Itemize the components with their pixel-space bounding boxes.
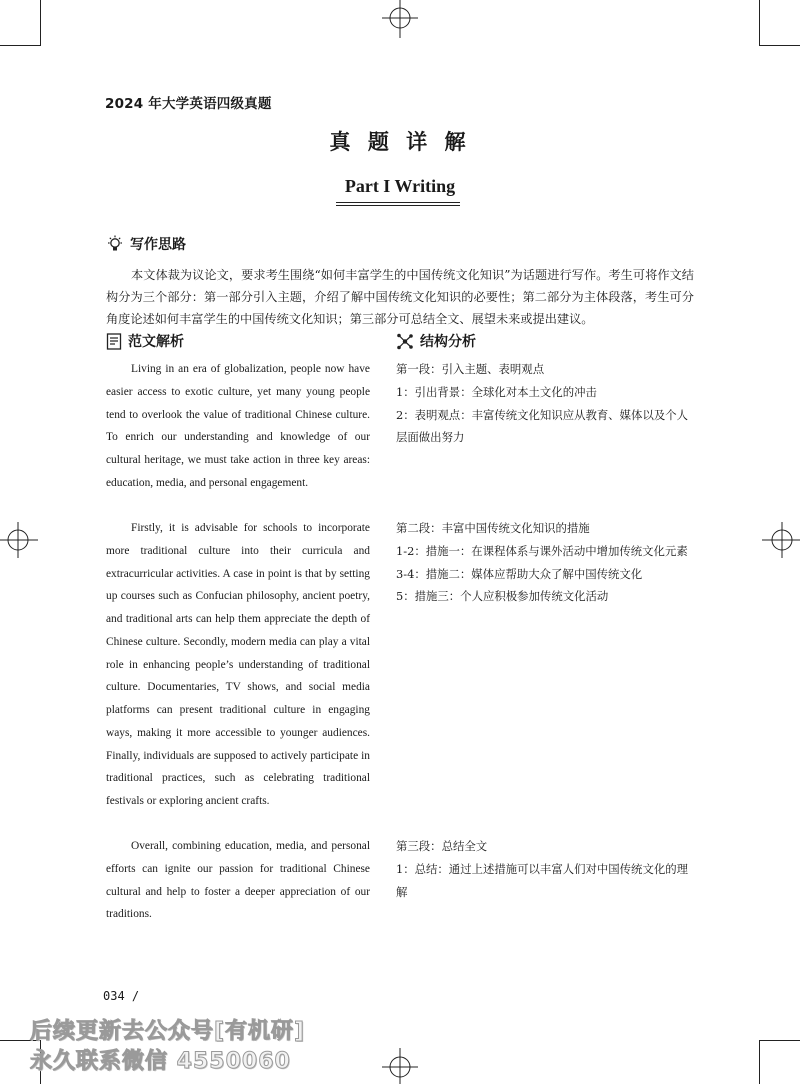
- document-icon: [106, 333, 122, 350]
- crop-mark: [40, 0, 41, 46]
- registration-mark-top: [380, 0, 420, 40]
- sample-analysis-heading: [106, 331, 184, 351]
- structure-line: 第三段：总结全文: [396, 839, 488, 853]
- writing-ideas-heading: [106, 234, 186, 254]
- structure-section-2: [396, 517, 692, 608]
- writing-ideas-title: 写作思路: [130, 237, 186, 253]
- essay-paragraph-2: Firstly, it is advisable for schools to incorporate more traditional culture into their curricula and extracurricular activities. A case in point is that by setting up courses such as Confucian philosophy, ancient poetry, and traditional arts can help them appreciate the depth of Chinese culture. Secondly, modern media can play a vital role in enhancing people’s understanding of traditional culture. Documentaries, TV shows, and social media platforms can present traditional culture in engaging ways, making it more accessible to younger audiences. Finally, individuals are supposed to actively participate in traditional practices, such as celebrating traditional festivals or exploring ancient crafts.: [106, 522, 370, 807]
- structure-line: 1-2：措施一：在课程体系与课外活动中增加传统文化元素: [396, 543, 688, 558]
- structure-line: 5：措施三：个人应积极参加传统文化活动: [396, 589, 609, 604]
- watermark-line-2: 永久联系微信 4550060: [30, 1049, 291, 1074]
- crop-mark: [759, 1040, 760, 1084]
- structure-line: 2：表明观点：丰富传统文化知识应从教育、媒体以及个人层面做出努力: [396, 407, 689, 445]
- structure-analysis-heading: [396, 331, 476, 351]
- structure-analysis-title: 结构分析: [420, 334, 476, 350]
- essay-paragraph-3: Overall, combining education, media, and personal efforts can ignite our passion for traditional Chinese cultural and help to foster a deeper appreciation of our traditions.: [106, 840, 370, 921]
- network-icon: [396, 333, 414, 350]
- crop-mark: [759, 0, 760, 46]
- registration-mark-left: [0, 520, 40, 560]
- writing-ideas-text: 本文体裁为议论文，要求考生围绕“如何丰富学生的中国传统文化知识”为话题进行写作。考生可将作文结构分为三个部分：第一部分引入主题，介绍了解中国传统文化知识的必要性；第二部分为主体段落，考生可分角度论述如何丰富学生的中国传统文化知识；第三部分可总结全文、展望未来或提出建议。: [106, 268, 694, 326]
- sample-analysis-title: 范文解析: [128, 334, 184, 350]
- lightbulb-icon: [106, 235, 124, 253]
- exam-title: 2024 年大学英语四级真题: [105, 96, 272, 112]
- registration-mark-right: [760, 520, 800, 560]
- registration-mark-bottom: [380, 1046, 420, 1084]
- page-title: 真 题 详 解: [329, 129, 471, 154]
- title-underline: [336, 205, 460, 206]
- essay-paragraph-1: Living in an era of globalization, people now have easier access to exotic culture, yet many young people tend to overlook the value of traditional Chinese culture. To enrich our understanding and knowledge of our cultural heritage, we must take action in three key areas: education, media, and personal engagement.: [106, 363, 370, 489]
- structure-section-3: [396, 835, 692, 903]
- crop-mark: [0, 45, 40, 46]
- structure-line: 第一段：引入主题、表明观点: [396, 362, 545, 376]
- watermark-line-1: 后续更新去公众号[有机研]: [30, 1019, 306, 1044]
- structure-line: 1：引出背景：全球化对本土文化的冲击: [396, 384, 597, 399]
- title-underline: [336, 202, 460, 203]
- structure-line: 1：总结：通过上述措施可以丰富人们对中国传统文化的理解: [396, 861, 689, 899]
- crop-mark: [760, 1040, 800, 1041]
- part-title: Part I Writing: [344, 176, 456, 196]
- structure-line: 第二段：丰富中国传统文化知识的措施: [396, 521, 590, 535]
- crop-mark: [760, 45, 800, 46]
- structure-line: 3-4：措施二：媒体应帮助大众了解中国传统文化: [396, 566, 643, 581]
- page-number: 034 /: [103, 989, 140, 1003]
- structure-section-1: [396, 358, 692, 449]
